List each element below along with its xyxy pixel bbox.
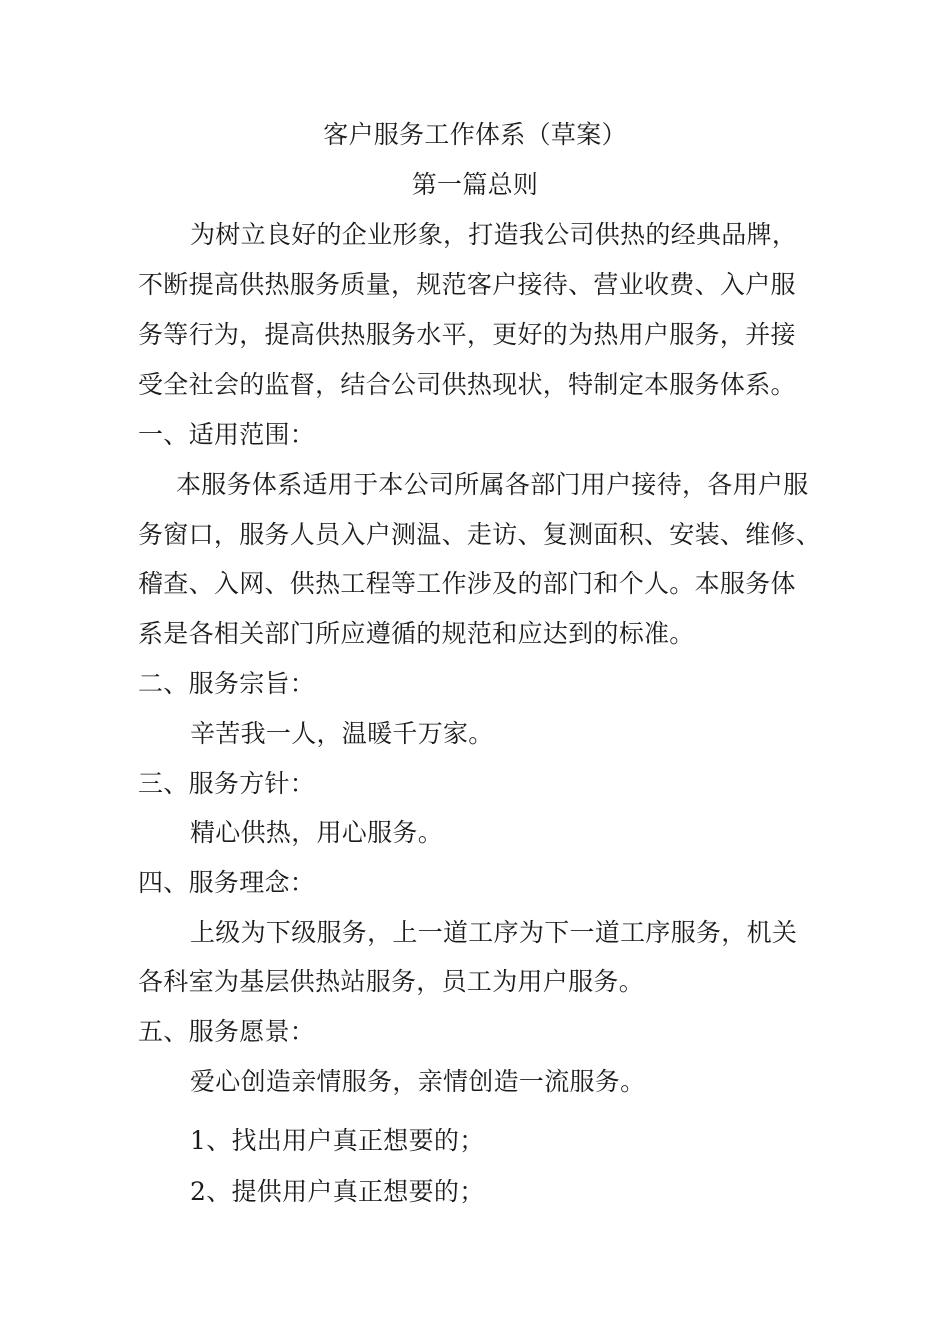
vision-item-2: 2、提供用户真正想要的； (190, 1177, 485, 1206)
policy-text: 精心供热，用心服务。 (190, 818, 444, 847)
intro-line-3: 务等行为，提高供热服务水平，更好的为热用户服务，并接 (138, 320, 796, 349)
section-heading-scope: 一、适用范围： (138, 420, 316, 449)
section-heading-policy: 三、服务方针： (138, 769, 316, 798)
vision-item-1: 1、找出用户真正想要的； (190, 1126, 485, 1155)
philosophy-line-2: 各科室为基层供热站服务，员工为用户服务。 (138, 967, 645, 996)
scope-line-3: 稽查、入网、供热工程等工作涉及的部门和个人。本服务体 (138, 569, 796, 598)
purpose-text: 辛苦我一人，温暖千万家。 (190, 719, 494, 748)
section-heading-philosophy: 四、服务理念： (138, 868, 316, 897)
section-heading-vision: 五、服务愿景： (138, 1017, 316, 1046)
scope-line-4: 系是各相关部门所应遵循的规范和应达到的标准。 (138, 619, 695, 648)
intro-line-4: 受全社会的监督，结合公司供热现状，特制定本服务体系。 (138, 370, 796, 399)
vision-text: 爱心创造亲情服务，亲情创造一流服务。 (190, 1067, 646, 1096)
scope-line-1: 本服务体系适用于本公司所属各部门用户接待，各用户服 (176, 470, 809, 499)
chapter-title: 第一篇总则 (411, 170, 539, 199)
intro-line-1: 为树立良好的企业形象，打造我公司供热的经典品牌， (190, 220, 798, 249)
document-title: 客户服务工作体系（草案） (323, 120, 627, 149)
philosophy-line-1: 上级为下级服务，上一道工序为下一道工序服务，机关 (190, 918, 798, 947)
scope-line-2: 务窗口，服务人员入户测温、走访、复测面积、安装、维修、 (138, 520, 822, 549)
intro-line-2: 不断提高供热服务质量，规范客户接待、营业收费、入户服 (138, 270, 796, 299)
section-heading-purpose: 二、服务宗旨： (138, 669, 316, 698)
